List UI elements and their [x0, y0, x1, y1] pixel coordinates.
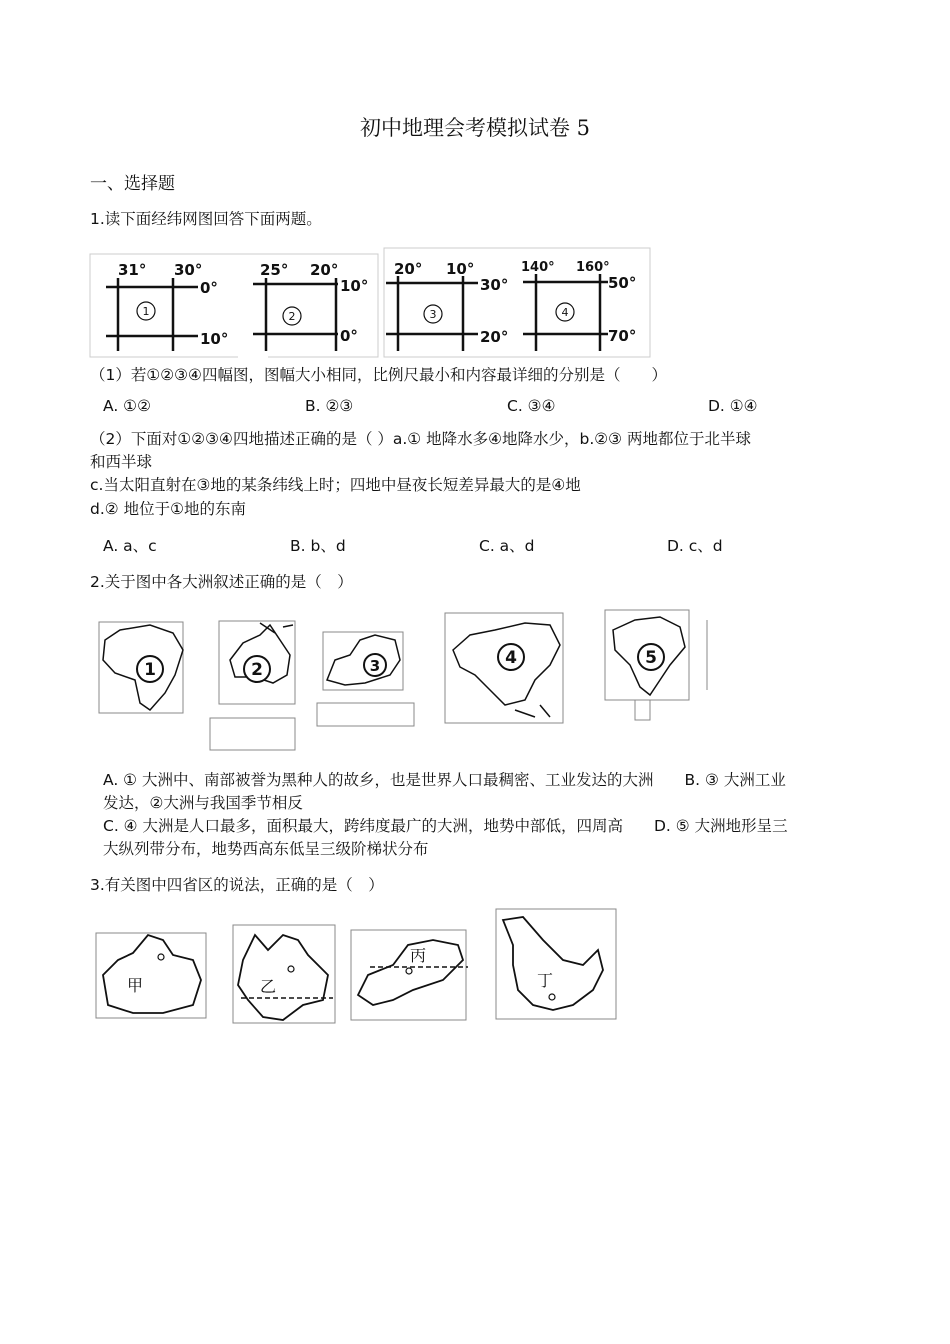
grid-4-label-tl: 140°	[521, 260, 555, 275]
q1-sub2-line2: 和西半球	[90, 453, 153, 471]
q1-sub2-line3: c.当太阳直射在③地的某条纬线上时；四地中昼夜长短差异最大的是④地	[90, 476, 581, 494]
q1-sub1-option-d[interactable]: D. ①④	[708, 397, 758, 415]
q1-sub2-line4: d.② 地位于①地的东南	[90, 500, 246, 518]
grid-3-label-rb: 20°	[480, 328, 509, 346]
grid-1-label-tl: 31°	[118, 261, 147, 279]
lat-long-grid-figure	[88, 246, 653, 358]
grid-3-label-tr: 10°	[446, 260, 475, 278]
grid-4-label-rb: 70°	[608, 327, 637, 345]
province-label-jia: 甲	[126, 976, 144, 995]
svg-text:3: 3	[429, 308, 437, 321]
grid-2-label-rt: 10°	[340, 277, 369, 295]
grid-2-label-tr: 20°	[310, 261, 339, 279]
continents-figure	[95, 605, 715, 755]
continent-label-2: 2	[251, 660, 263, 680]
grid-2-label-rb: 0°	[340, 327, 358, 345]
grid-1-label-rb: 10°	[200, 330, 229, 348]
continent-label-3: 3	[369, 657, 381, 675]
q1-sub2-option-d[interactable]: D. c、d	[667, 537, 723, 555]
q1-sub1-text: （1）若①②③④四幅图，图幅大小相同，比例尺最小和内容最详细的分别是（ ）	[90, 366, 667, 384]
grid-1-label-rt: 0°	[200, 279, 218, 297]
grid-3-label-rt: 30°	[480, 276, 509, 294]
province-label-ding: 丁	[536, 971, 554, 990]
question-2-stem: 2.关于图中各大洲叙述正确的是（ ）	[90, 573, 353, 591]
province-label-bing: 丙	[409, 946, 427, 965]
q1-sub2-option-a[interactable]: A. a、c	[103, 537, 157, 555]
grid-4-label-tr: 160°	[576, 260, 610, 275]
grid-2-label-tl: 25°	[260, 261, 289, 279]
grid-4-label-rt: 50°	[608, 274, 637, 292]
q1-sub2-line1: （2）下面对①②③④四地描述正确的是（ ）a.① 地降水多④地降水少，b.②③ 两地都位于北半球	[90, 430, 752, 448]
q1-sub1-option-c[interactable]: C. ③④	[507, 397, 556, 415]
q2-option-line3: C. ④ 大洲是人口最多，面积最大，跨纬度最广的大洲，地势中部低，四周高 D. ⑤ 大洲地形呈三	[103, 817, 788, 835]
grid-1-label-tr: 30°	[174, 261, 203, 279]
q1-sub2-option-c[interactable]: C. a、d	[479, 537, 535, 555]
continent-label-1: 1	[144, 660, 156, 680]
svg-text:2: 2	[288, 310, 296, 323]
q2-option-line1: A. ① 大洲中、南部被誉为黑种人的故乡，也是世界人口最稠密、工业发达的大洲 B. ③ 大洲工业	[103, 771, 786, 789]
grid-3-label-tl: 20°	[394, 260, 423, 278]
page-title: 初中地理会考模拟试卷 5	[359, 116, 591, 140]
province-label-yi: 乙	[259, 977, 277, 996]
q1-sub2-option-b[interactable]: B. b、d	[290, 537, 346, 555]
svg-text:1: 1	[142, 305, 150, 318]
q1-sub1-option-a[interactable]: A. ①②	[103, 397, 151, 415]
continent-label-5: 5	[645, 648, 657, 668]
q2-option-line4: 大纵列带分布，地势西高东低呈三级阶梯状分布	[103, 840, 429, 858]
q1-sub1-option-b[interactable]: B. ②③	[305, 397, 354, 415]
continent-label-4: 4	[505, 648, 517, 668]
section-heading: 一、选择题	[90, 174, 175, 194]
provinces-figure	[93, 905, 618, 1030]
question-3-stem: 3.有关图中四省区的说法，正确的是（ ）	[90, 876, 384, 894]
q2-option-line2: 发达，②大洲与我国季节相反	[103, 794, 303, 812]
question-1-stem: 1.读下面经纬网图回答下面两题。	[90, 210, 322, 228]
svg-text:4: 4	[561, 306, 569, 319]
